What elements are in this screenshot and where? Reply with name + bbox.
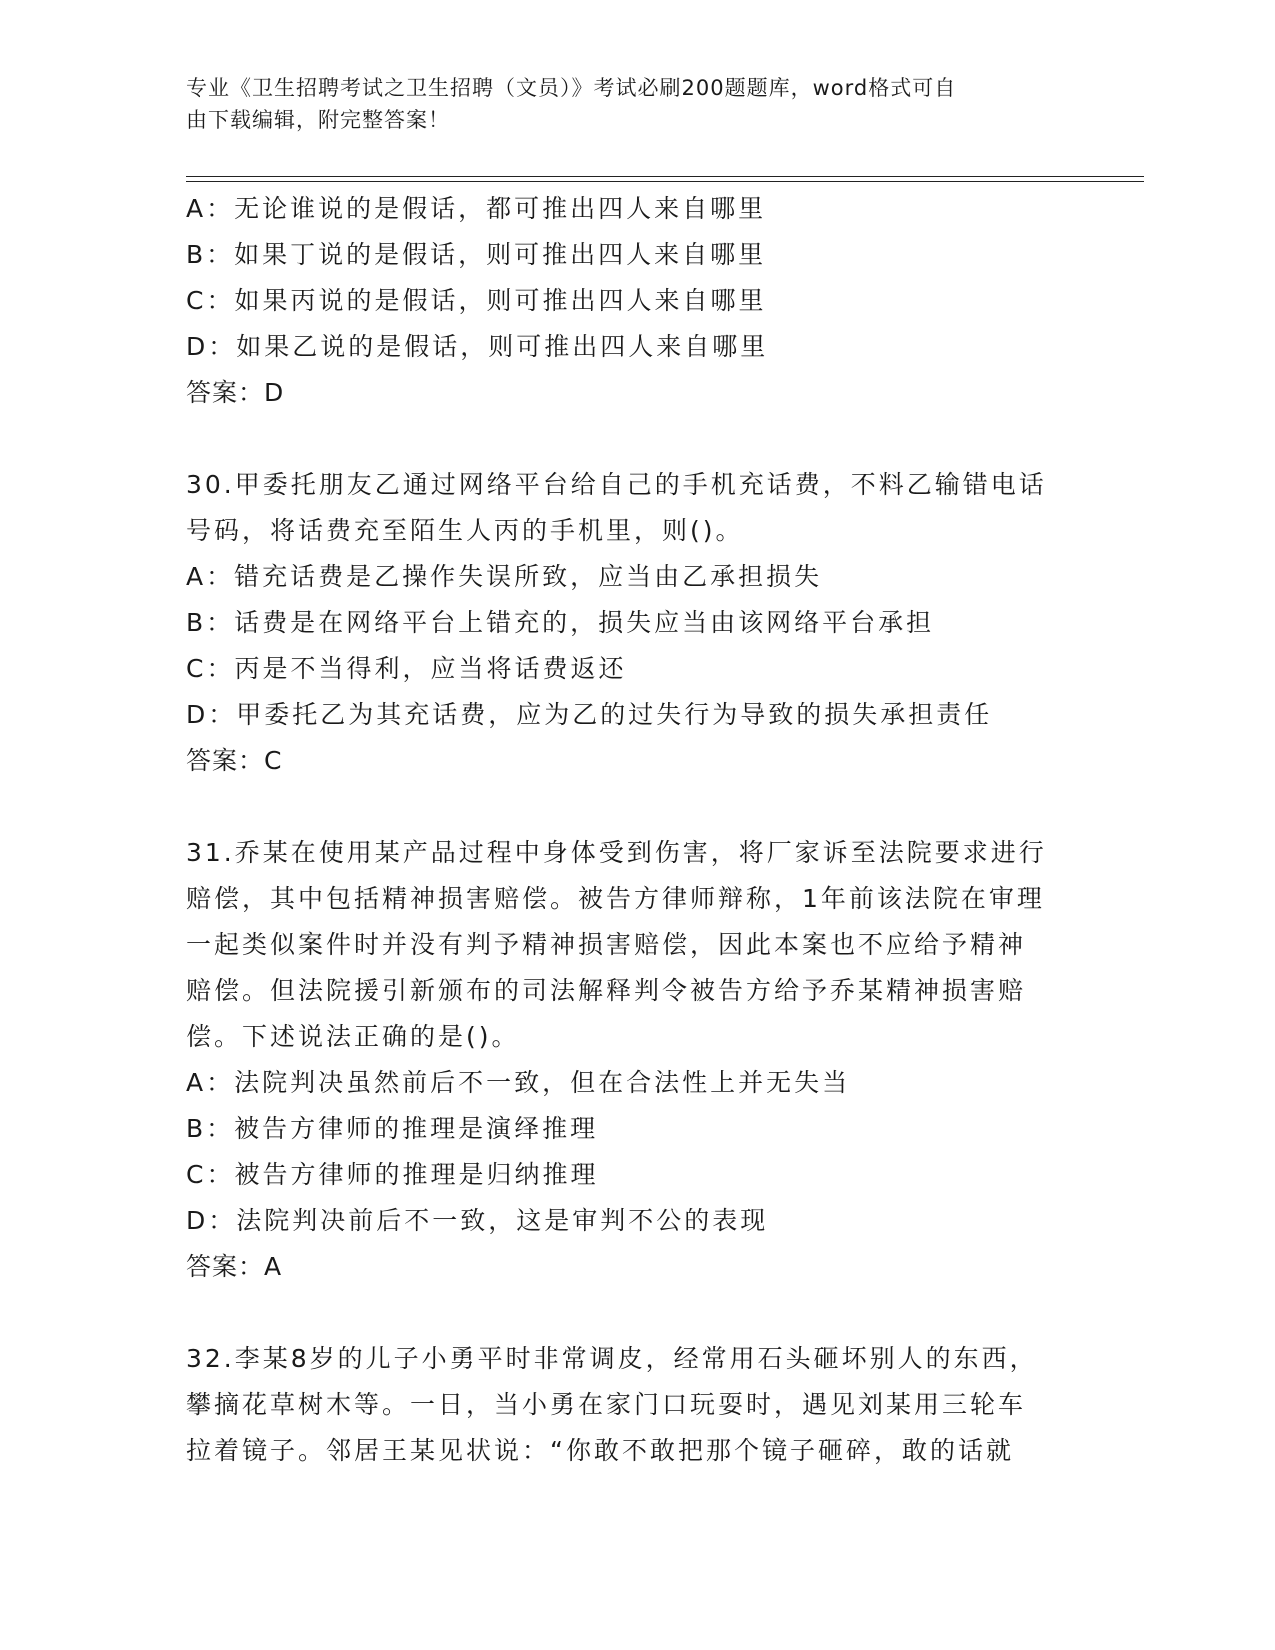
question-31 [186, 830, 1086, 1290]
question-list [186, 186, 1086, 1474]
question-stem-line: 攀摘花草树木等。一日，当小勇在家门口玩耍时，遇见刘某用三轮车 [186, 1390, 1027, 1419]
question-stem-line: 30.甲委托朋友乙通过网络平台给自己的手机充话费，不料乙输错电话 [186, 470, 1047, 499]
question-stem-line: 一起类似案件时并没有判予精神损害赔偿，因此本案也不应给予精神 [186, 930, 1027, 959]
answer: 答案：C [186, 746, 283, 775]
header-title-line-1: 专业《卫生招聘考试之卫生招聘（文员）》考试必刷200题题库，word格式可自 [186, 76, 957, 100]
option-a: A：错充话费是乙操作失误所致，应当由乙承担损失 [186, 562, 823, 591]
question-stem-line: 偿。下述说法正确的是()。 [186, 1022, 520, 1051]
option-b: B：如果丁说的是假话，则可推出四人来自哪里 [186, 240, 767, 269]
question-30 [186, 462, 1086, 784]
option-c: C：如果丙说的是假话，则可推出四人来自哪里 [186, 286, 767, 315]
option-d: D：法院判决前后不一致，这是审判不公的表现 [186, 1206, 769, 1235]
spacer [186, 1290, 1086, 1336]
option-a: A：法院判决虽然前后不一致，但在合法性上并无失当 [186, 1068, 851, 1097]
question-stem-line: 赔偿，其中包括精神损害赔偿。被告方律师辩称，1年前该法院在审理 [186, 884, 1045, 913]
document-header [186, 72, 1066, 136]
question-stem-line: 拉着镜子。邻居王某见状说：“你敢不敢把那个镜子砸碎，敢的话就 [186, 1436, 1014, 1465]
question-29 [186, 186, 1086, 416]
option-d: D：如果乙说的是假话，则可推出四人来自哪里 [186, 332, 769, 361]
option-b: B：被告方律师的推理是演绎推理 [186, 1114, 599, 1143]
spacer [186, 784, 1086, 830]
answer: 答案：A [186, 1252, 283, 1281]
question-stem-line: 号码，将话费充至陌生人丙的手机里，则()。 [186, 516, 744, 545]
option-b: B：话费是在网络平台上错充的，损失应当由该网络平台承担 [186, 608, 935, 637]
answer: 答案：D [186, 378, 285, 407]
option-c: C：丙是不当得利，应当将话费返还 [186, 654, 627, 683]
question-stem-line: 31.乔某在使用某产品过程中身体受到伤害，将厂家诉至法院要求进行 [186, 838, 1047, 867]
option-d: D：甲委托乙为其充话费，应为乙的过失行为导致的损失承担责任 [186, 700, 993, 729]
question-32 [186, 1336, 1086, 1474]
header-title-line-2: 由下载编辑，附完整答案！ [186, 108, 450, 132]
option-c: C：被告方律师的推理是归纳推理 [186, 1160, 599, 1189]
question-stem-line: 32.李某8岁的儿子小勇平时非常调皮，经常用石头砸坏别人的东西， [186, 1344, 1038, 1373]
header-divider [186, 176, 1144, 177]
question-stem-line: 赔偿。但法院援引新颁布的司法解释判令被告方给予乔某精神损害赔 [186, 976, 1027, 1005]
header-divider-secondary [186, 181, 1144, 182]
option-a: A：无论谁说的是假话，都可推出四人来自哪里 [186, 194, 767, 223]
spacer [186, 416, 1086, 462]
